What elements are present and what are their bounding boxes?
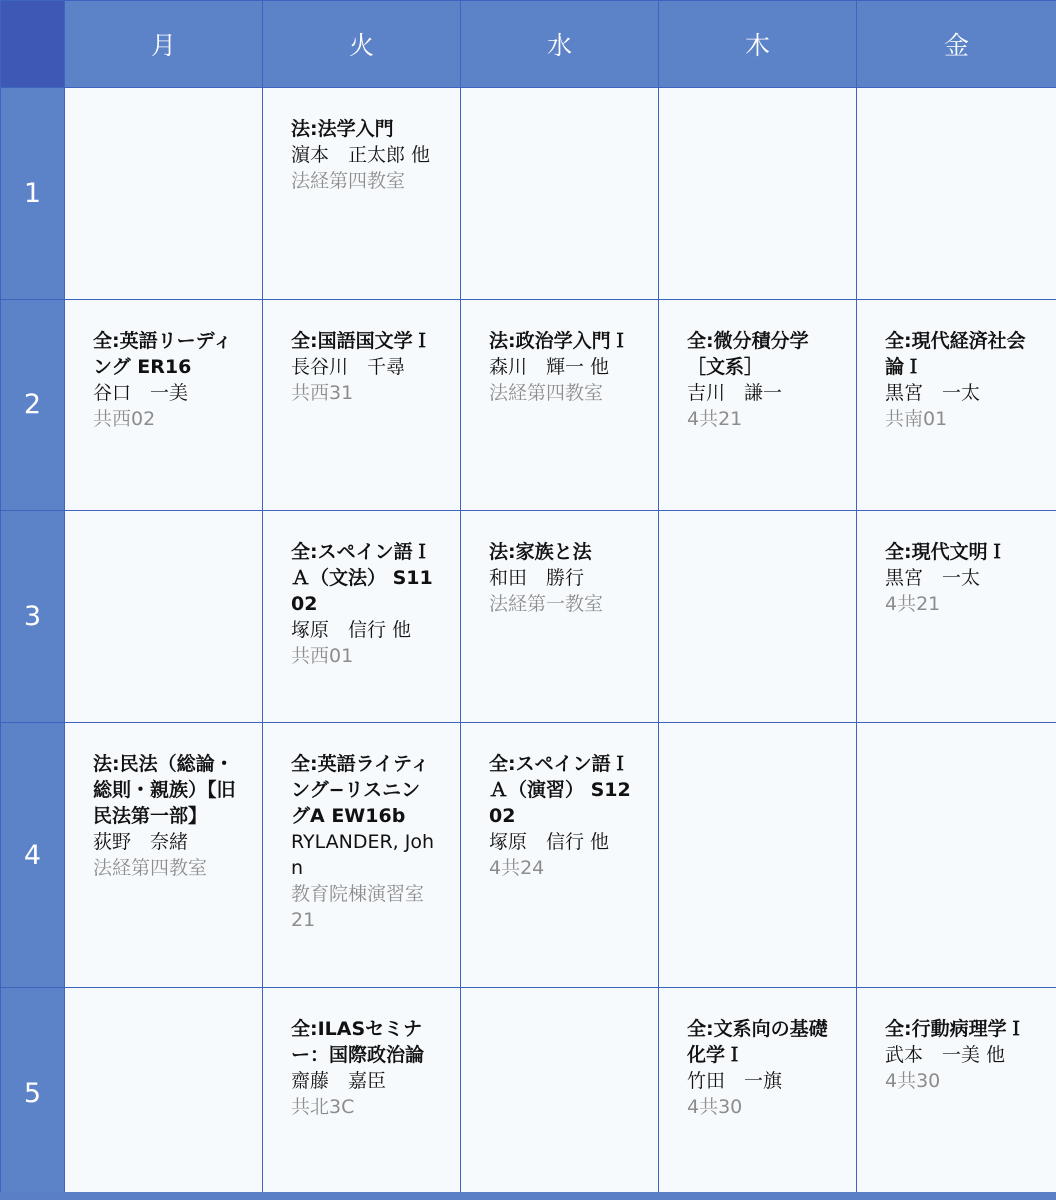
slot-thu-1[interactable] (659, 88, 857, 300)
course-title: 法:家族と法 (489, 541, 592, 564)
course-room: 共南01 (885, 407, 948, 430)
course-teacher: 黒宮 一太 (885, 567, 981, 590)
period-row-5 (1, 988, 1056, 1200)
course-room: 共西02 (93, 407, 156, 430)
course-card[interactable] (857, 300, 1056, 442)
course-card[interactable] (263, 511, 460, 679)
course-teacher: 谷口 一美 (93, 381, 189, 404)
course-room: 4共30 (687, 1096, 743, 1119)
slot-thu-2[interactable] (659, 299, 857, 511)
course-teacher: 竹田 一旗 (687, 1070, 783, 1093)
course-card[interactable] (65, 300, 262, 442)
slot-mon-2[interactable] (65, 299, 263, 511)
course-title: 全:文系向の基礎化学Ｉ (687, 1018, 828, 1067)
course-teacher: 荻野 奈緒 (93, 830, 189, 853)
course-card[interactable] (263, 723, 460, 943)
course-title: 全:行動病理学Ｉ (885, 1018, 1026, 1041)
period-header-4: 4 (1, 722, 65, 988)
course-card[interactable] (857, 511, 1056, 627)
course-room: 共北3C (291, 1096, 355, 1119)
slot-wed-4[interactable] (461, 722, 659, 988)
period-header-5: 5 (1, 988, 65, 1200)
course-title: 全:英語リーディング ER16 (93, 329, 233, 378)
slot-tue-1[interactable] (263, 88, 461, 300)
course-room: 4共21 (687, 407, 743, 430)
period-header-3: 3 (1, 511, 65, 723)
course-title: 全:英語ライティング−リスニングA EW16b (291, 752, 430, 827)
course-teacher: 塚原 信行 他 (489, 830, 610, 853)
course-room: 4共30 (885, 1070, 941, 1093)
day-header-thu: 木 (659, 1, 857, 88)
course-teacher: 和田 勝行 (489, 567, 585, 590)
course-title: 全:微分積分学［文系］ (687, 329, 809, 378)
course-teacher: RYLANDER, John (291, 830, 435, 879)
course-card[interactable] (263, 300, 460, 416)
course-teacher: 黒宮 一太 (885, 381, 981, 404)
day-header-wed: 水 (461, 1, 659, 88)
course-card[interactable] (65, 723, 262, 891)
day-header-fri: 金 (857, 1, 1056, 88)
period-header-1: 1 (1, 88, 65, 300)
course-room: 法経第四教室 (489, 381, 604, 404)
slot-thu-5[interactable] (659, 988, 857, 1200)
slot-fri-5[interactable] (857, 988, 1056, 1200)
day-header-tue: 火 (263, 1, 461, 88)
course-title: 全:スペイン語ＩＡ（文法） S1102 (291, 541, 433, 616)
period-row-4 (1, 722, 1056, 988)
slot-wed-1[interactable] (461, 88, 659, 300)
course-room: 4共21 (885, 593, 941, 616)
course-title: 全:ILASセミナー：国際政治論 (291, 1018, 425, 1067)
course-title: 全:国語国文学Ｉ (291, 329, 432, 352)
course-teacher: 森川 輝一 他 (489, 355, 610, 378)
slot-mon-4[interactable] (65, 722, 263, 988)
course-room: 4共24 (489, 856, 545, 879)
course-title: 法:政治学入門Ｉ (489, 329, 630, 352)
slot-tue-5[interactable] (263, 988, 461, 1200)
course-card[interactable] (461, 300, 658, 416)
course-card[interactable] (461, 511, 658, 627)
slot-tue-3[interactable] (263, 511, 461, 723)
course-card[interactable] (461, 723, 658, 891)
course-teacher: 濵本 正太郎 他 (291, 144, 431, 166)
slot-tue-4[interactable] (263, 722, 461, 988)
period-header-2: 2 (1, 299, 65, 511)
course-room: 共西01 (291, 645, 354, 668)
course-card[interactable] (263, 988, 460, 1130)
course-teacher: 武本 一美 他 (885, 1044, 1006, 1067)
slot-fri-2[interactable] (857, 299, 1056, 511)
course-title: 全:現代文明Ｉ (885, 541, 1007, 564)
period-row-2 (1, 299, 1056, 511)
course-card[interactable] (263, 88, 460, 204)
course-room: 法経第四教室 (291, 170, 406, 192)
course-teacher: 齋藤 嘉臣 (291, 1070, 387, 1093)
period-row-3 (1, 511, 1056, 723)
slot-tue-2[interactable] (263, 299, 461, 511)
course-card[interactable] (857, 988, 1056, 1104)
course-title: 全:現代経済社会論Ｉ (885, 329, 1026, 378)
day-header-mon: 月 (65, 1, 263, 88)
slot-wed-2[interactable] (461, 299, 659, 511)
course-title: 法:民法（総論・総則・親族）【旧民法第一部】 (93, 752, 236, 827)
slot-fri-1[interactable] (857, 88, 1056, 300)
slot-wed-5[interactable] (461, 988, 659, 1200)
bottom-strip (0, 1192, 1056, 1200)
slot-mon-5[interactable] (65, 988, 263, 1200)
slot-thu-4[interactable] (659, 722, 857, 988)
course-teacher: 塚原 信行 他 (291, 619, 412, 642)
slot-fri-4[interactable] (857, 722, 1056, 988)
course-card[interactable] (659, 988, 856, 1130)
slot-wed-3[interactable] (461, 511, 659, 723)
course-teacher: 吉川 謙一 (687, 381, 783, 404)
slot-mon-1[interactable] (65, 88, 263, 300)
slot-mon-3[interactable] (65, 511, 263, 723)
course-teacher: 長谷川 千尋 (291, 355, 406, 378)
course-room: 教育院棟演習室21 (291, 882, 425, 931)
slot-fri-3[interactable] (857, 511, 1056, 723)
course-card[interactable] (659, 300, 856, 442)
day-header-row (1, 1, 1056, 88)
course-title: 法:法学入門 (291, 118, 394, 140)
corner-cell (1, 1, 65, 88)
course-room: 法経第一教室 (489, 593, 604, 616)
course-title: 全:スペイン語ＩＡ（演習） S1202 (489, 752, 631, 827)
period-row-1 (1, 88, 1056, 300)
course-room: 共西31 (291, 381, 354, 404)
slot-thu-3[interactable] (659, 511, 857, 723)
course-room: 法経第四教室 (93, 856, 208, 879)
timetable-body (1, 88, 1056, 1200)
